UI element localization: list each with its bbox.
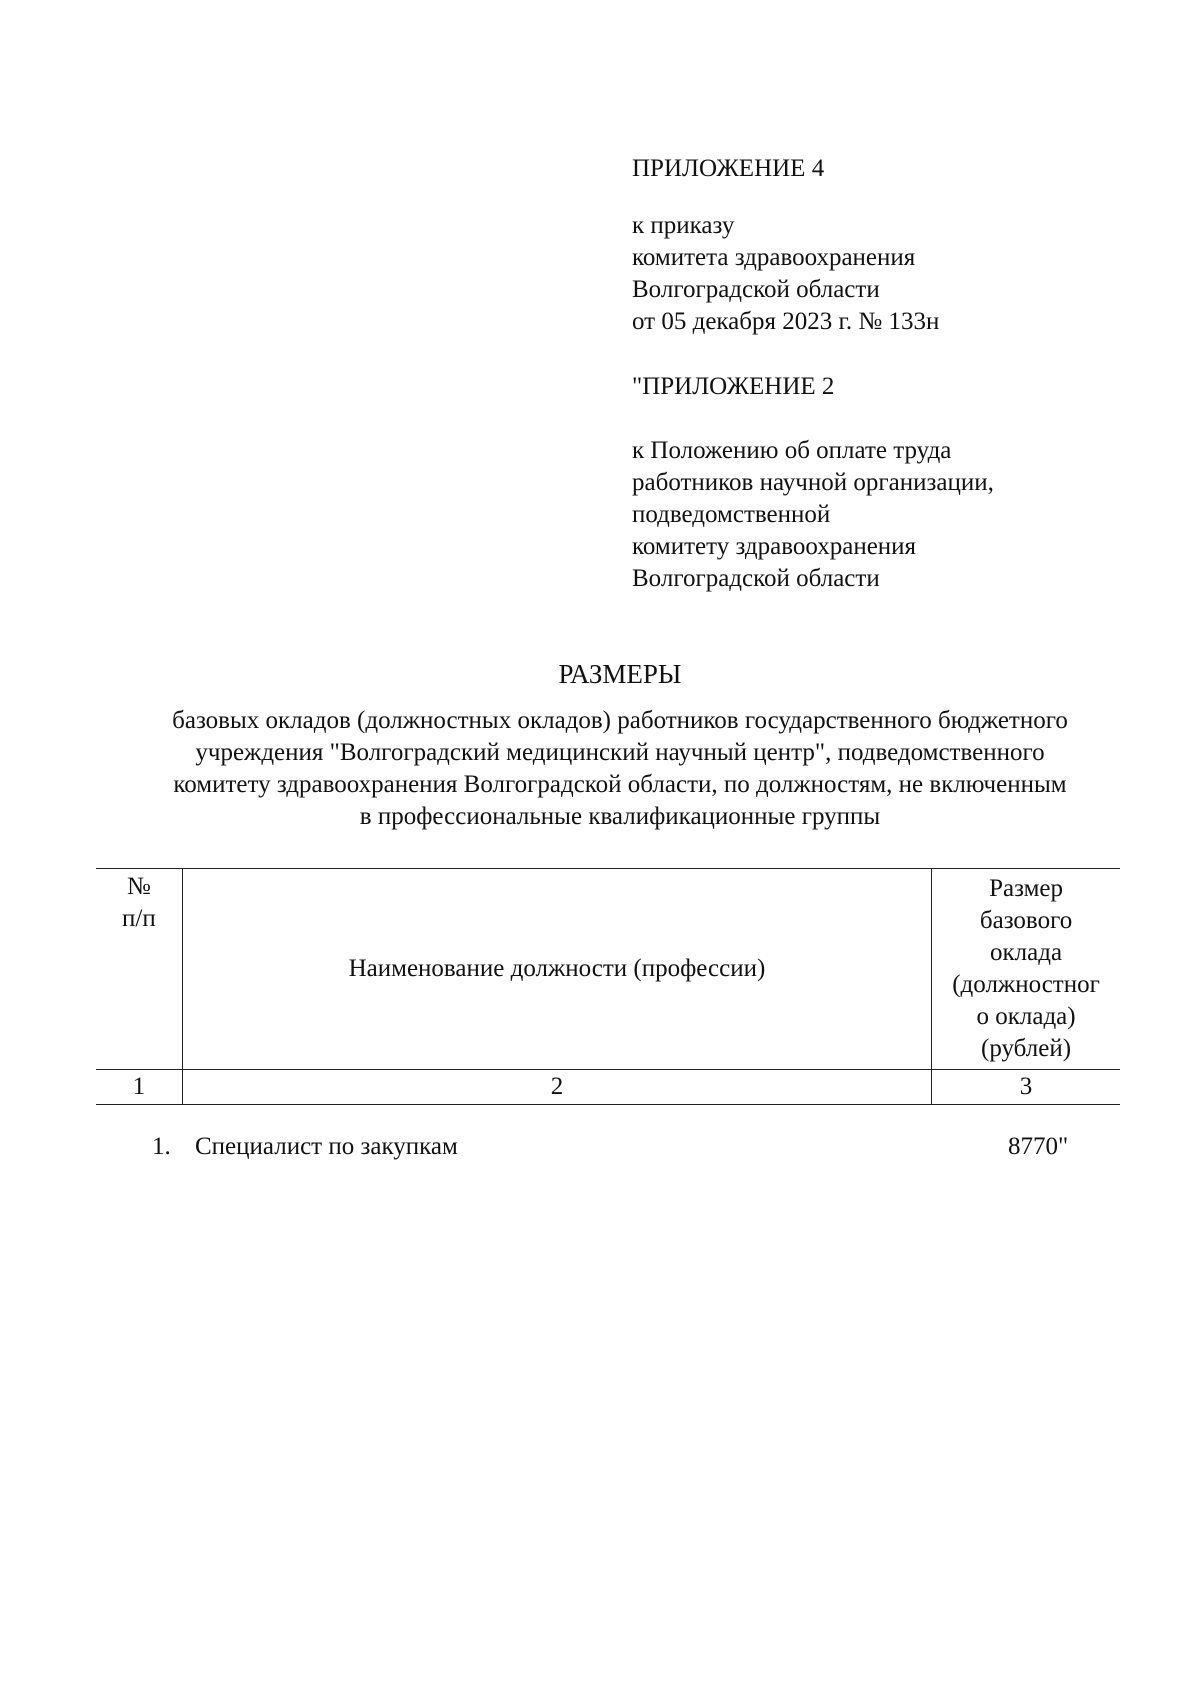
appendix-line: от 05 декабря 2023 г. № 133н bbox=[632, 308, 940, 335]
column-number: 3 bbox=[932, 1070, 1120, 1105]
header-size-line: о оклада) bbox=[976, 1003, 1076, 1030]
header-size-line: оклада bbox=[990, 939, 1063, 966]
header-num-line: п/п bbox=[122, 905, 156, 932]
table-row-size: 8770" bbox=[1008, 1133, 1069, 1160]
subtitle-line: в профессиональные квалификационные группы bbox=[359, 803, 881, 830]
document-heading: РАЗМЕРЫ bbox=[558, 659, 682, 689]
header-name: Наименование должности (профессии) bbox=[182, 869, 931, 1070]
nested-appendix-line: подведомственной bbox=[632, 501, 831, 528]
appendix-title: ПРИЛОЖЕНИЕ 4 bbox=[632, 155, 825, 182]
document-subtitle bbox=[100, 705, 1140, 833]
header-size-line: Размер bbox=[989, 875, 1064, 902]
subtitle-line: учреждения "Волгоградский медицинский научный центр", подведомственного bbox=[195, 739, 1045, 766]
subtitle-line: базовых окладов (должностных окладов) работников государственного бюджетного bbox=[172, 707, 1068, 734]
appendix-line: Волгоградской области bbox=[632, 276, 880, 303]
table-row-name: Специалист по закупкам bbox=[195, 1133, 458, 1160]
header-size-line: (рублей) bbox=[981, 1035, 1072, 1062]
table-row-num: 1. bbox=[152, 1133, 171, 1160]
subtitle-line: комитету здравоохранения Волгоградской области, по должностям, не включенным bbox=[173, 771, 1067, 798]
appendix-line: комитета здравоохранения bbox=[632, 244, 916, 271]
table-header-row bbox=[96, 869, 1120, 1070]
appendix-line: к приказу bbox=[632, 212, 735, 239]
salary-table bbox=[96, 868, 1120, 1105]
header-size bbox=[932, 869, 1120, 1070]
nested-appendix-line: работников научной организации, bbox=[632, 469, 994, 496]
header-num-line: № bbox=[126, 873, 151, 900]
nested-appendix-line: комитету здравоохранения bbox=[632, 533, 917, 560]
header-size-line: (должностног bbox=[952, 971, 1100, 998]
nested-appendix-line: к Положению об оплате труда bbox=[632, 437, 952, 464]
nested-appendix-line: Волгоградской области bbox=[632, 565, 880, 592]
column-number: 1 bbox=[96, 1070, 182, 1105]
header-size-line: базового bbox=[979, 907, 1073, 934]
nested-appendix-title: "ПРИЛОЖЕНИЕ 2 bbox=[632, 373, 835, 400]
column-number: 2 bbox=[182, 1070, 931, 1105]
header-num bbox=[96, 869, 182, 1070]
table-column-numbers-row bbox=[96, 1070, 1120, 1105]
